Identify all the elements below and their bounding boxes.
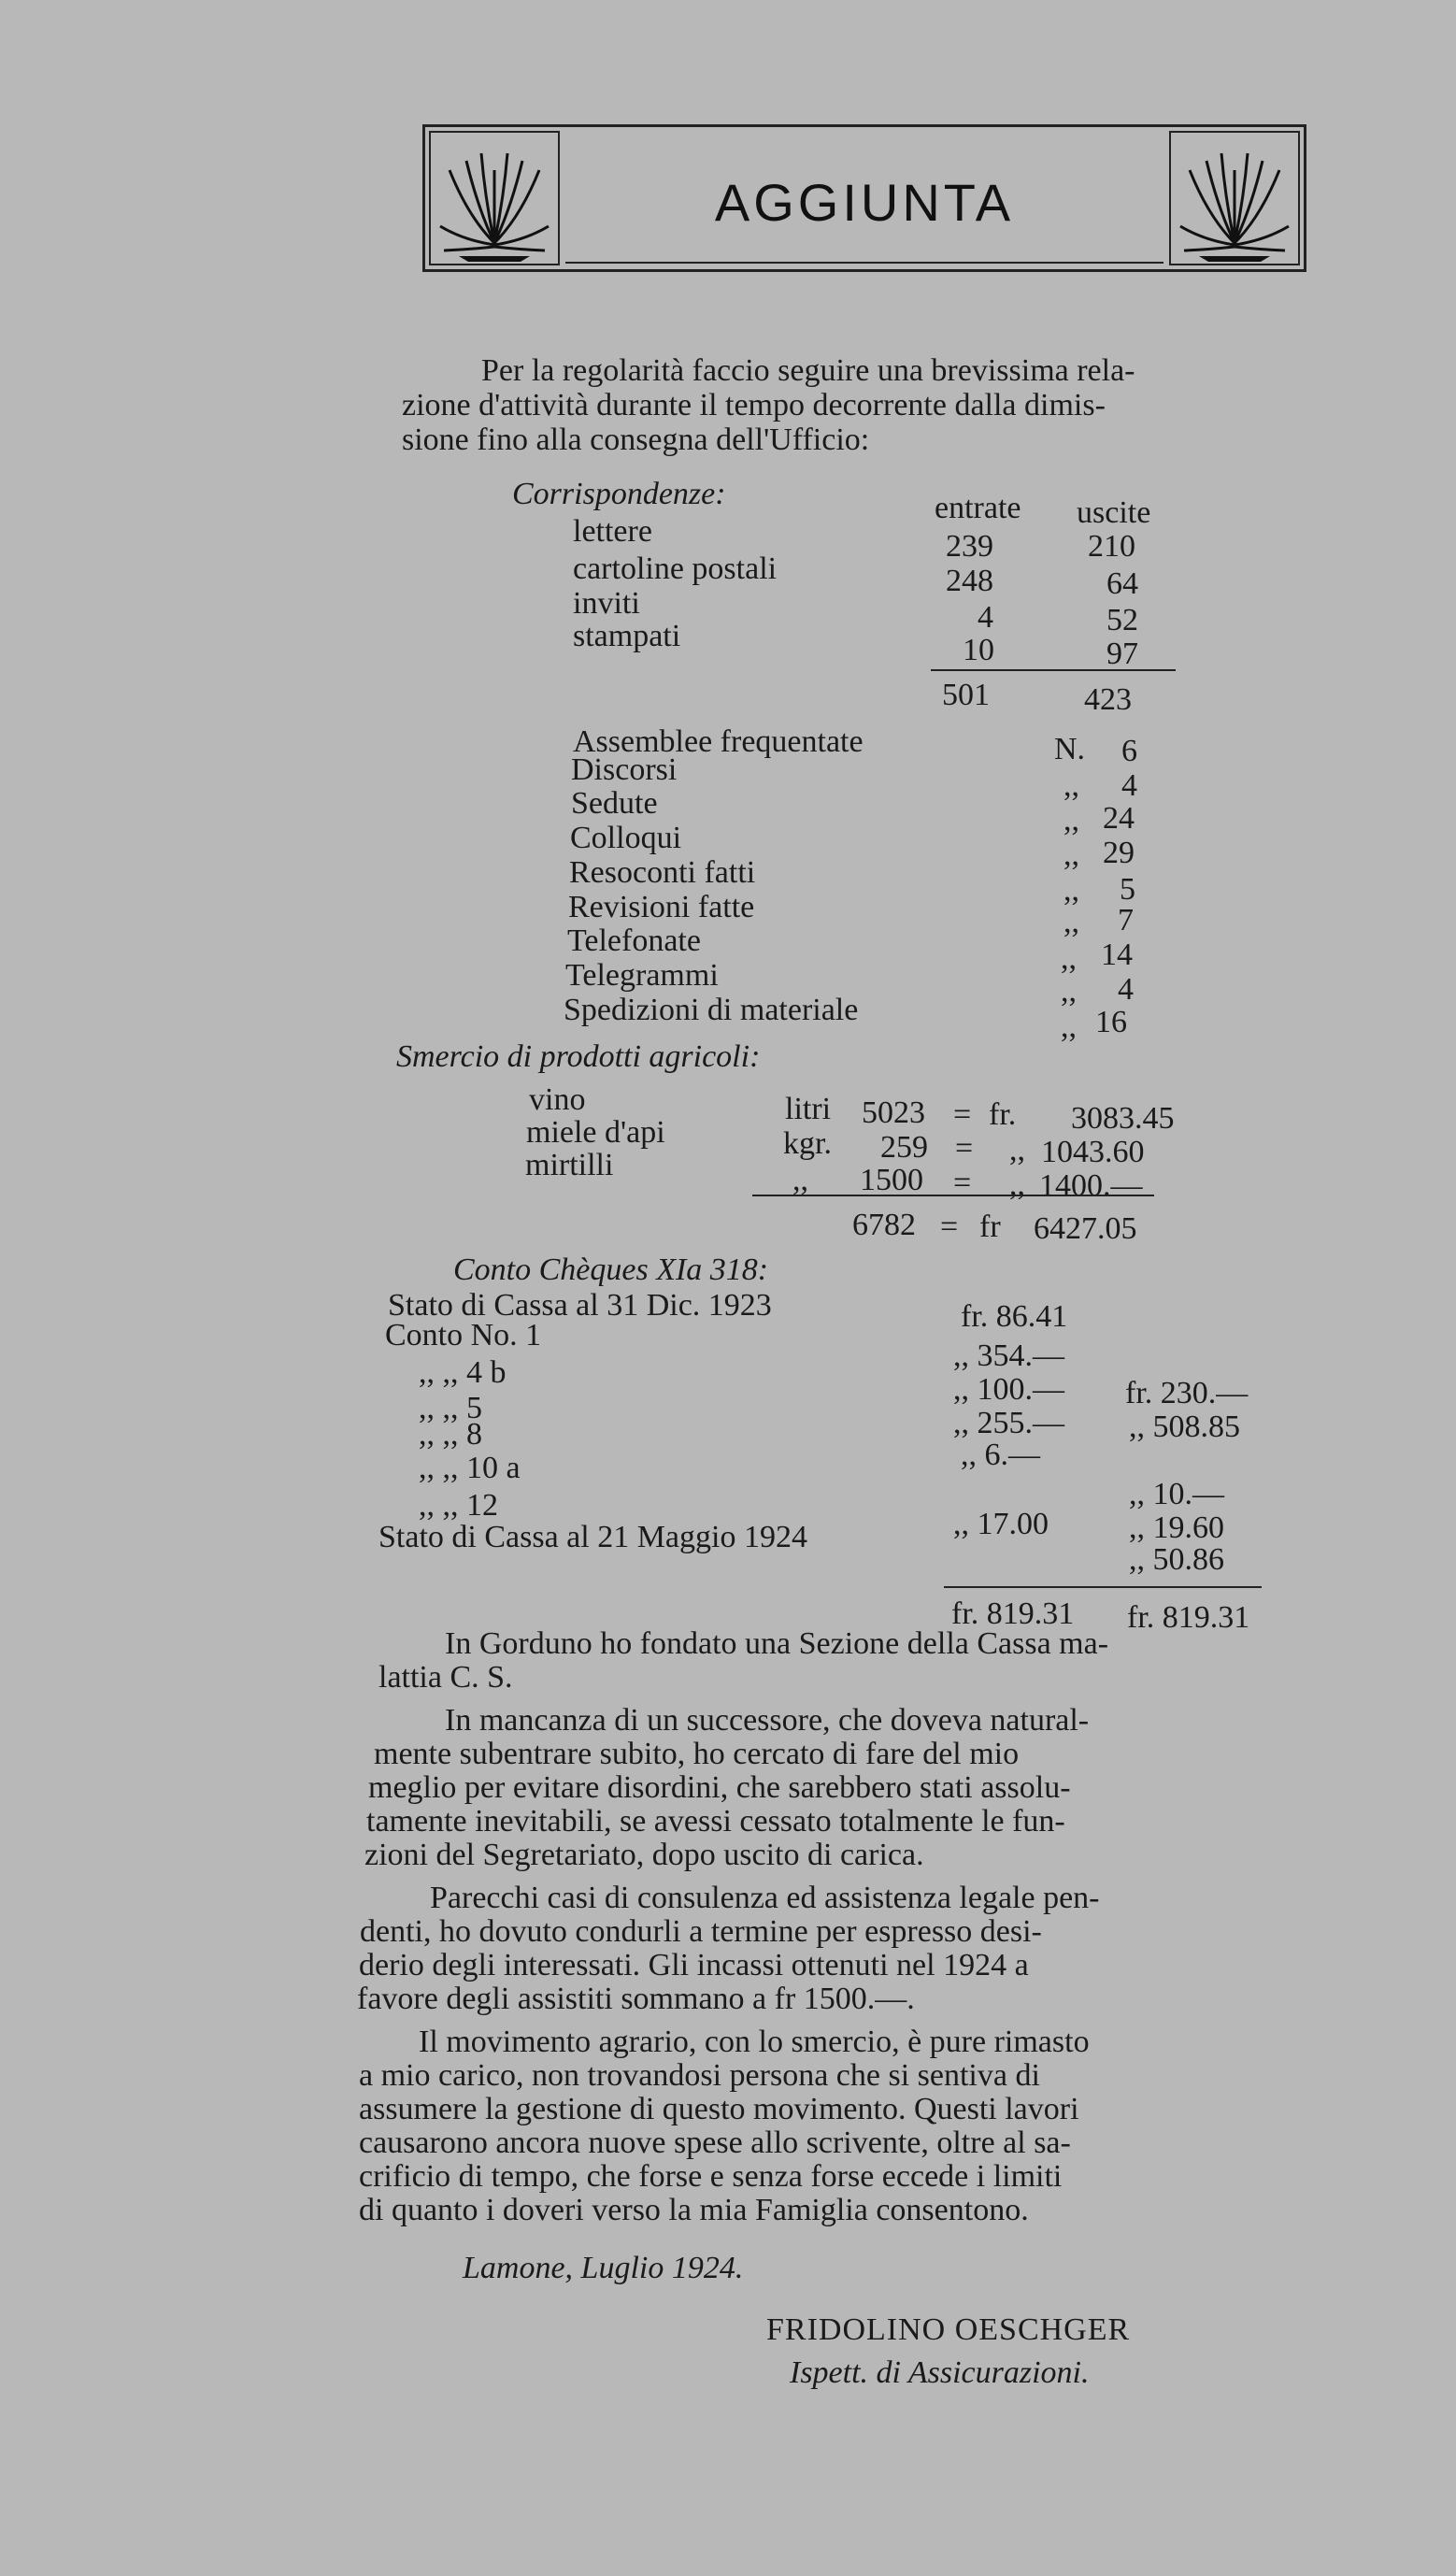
paragraph-line: zioni del Segretariato, dopo uscito di carica. xyxy=(364,1838,924,1872)
activity-label: Sedute xyxy=(571,786,658,821)
intro-line: zione d'attività durante il tempo decorrente dalla dimis- xyxy=(402,388,1106,422)
row-unit: ,, xyxy=(792,1163,808,1197)
row-amount: 3083.45 xyxy=(1071,1101,1175,1136)
row-value: 52 xyxy=(1106,603,1138,637)
row-qty: 1500 xyxy=(860,1163,923,1197)
activity-prefix: ,, xyxy=(1061,1009,1077,1044)
signature-title: Ispett. di Assicurazioni. xyxy=(790,2355,1090,2390)
intro-line: sione fino alla consegna dell'Ufficio: xyxy=(402,422,870,457)
row-label: cartoline postali xyxy=(573,551,778,586)
row-value: 210 xyxy=(1088,529,1135,564)
activity-label: Revisioni fatte xyxy=(568,890,755,924)
activity-label: Resoconti fatti xyxy=(569,855,756,890)
row-amount: 1400.— xyxy=(1039,1168,1143,1203)
activity-label: Discorsi xyxy=(571,752,678,787)
activity-prefix: ,, xyxy=(1063,837,1079,872)
row-label: ,, ,, 5 xyxy=(419,1391,482,1425)
row-label: ,, ,, 8 xyxy=(419,1417,482,1452)
row-value-b: ,, 10.— xyxy=(1129,1477,1224,1511)
row-eq: = xyxy=(955,1131,974,1166)
row-value-a: ,, 17.00 xyxy=(953,1507,1049,1541)
row-cur: fr. xyxy=(989,1097,1017,1132)
paragraph-line: derio degli interessati. Gli incassi ottenuti nel 1924 a xyxy=(359,1948,1029,1982)
row-value: 97 xyxy=(1106,637,1138,671)
row-label: vino xyxy=(529,1082,586,1117)
activity-prefix: ,, xyxy=(1061,974,1077,1009)
activity-value: 24 xyxy=(1103,801,1135,836)
row-label: ,, ,, 10 a xyxy=(419,1451,521,1485)
paragraph-line: lattia C. S. xyxy=(378,1660,513,1695)
place-date: Lamone, Luglio 1924. xyxy=(463,2251,744,2285)
row-value: 248 xyxy=(946,564,993,598)
row-label: stampati xyxy=(573,619,681,653)
row-label: ,, ,, 12 xyxy=(419,1488,498,1523)
row-value: 10 xyxy=(963,633,994,667)
sum-rule xyxy=(944,1586,1262,1588)
activity-prefix: ,, xyxy=(1063,803,1079,837)
row-eq: = xyxy=(953,1097,972,1132)
row-cur: ,, xyxy=(1009,1133,1025,1167)
total-eq: = xyxy=(940,1209,959,1244)
paragraph-line: denti, ho dovuto condurli a termine per espresso desi- xyxy=(360,1914,1042,1949)
activity-label: Spedizioni di materiale xyxy=(564,993,859,1027)
activity-value: 5 xyxy=(1120,872,1135,907)
intro-line: Per la regolarità faccio seguire una brevissima rela- xyxy=(481,353,1135,388)
row-value-a: ,, 6.— xyxy=(961,1438,1040,1472)
paragraph-line: di quanto i doveri verso la mia Famiglia consentono. xyxy=(359,2193,1029,2227)
activity-value: 4 xyxy=(1118,972,1134,1007)
row-qty: 5023 xyxy=(862,1095,925,1130)
header-box xyxy=(422,124,1306,272)
row-amount: 1043.60 xyxy=(1041,1135,1145,1169)
total-value: 423 xyxy=(1084,682,1132,717)
row-value-b: ,, 50.86 xyxy=(1129,1542,1224,1577)
row-label: Conto No. 1 xyxy=(385,1318,542,1352)
row-label: inviti xyxy=(573,586,640,621)
row-value-a: fr. 86.41 xyxy=(961,1299,1068,1334)
activity-value: 4 xyxy=(1121,768,1137,803)
activity-label: Telefonate xyxy=(567,923,701,958)
row-value-a: ,, 354.— xyxy=(953,1338,1064,1373)
total-value-b: fr. 819.31 xyxy=(1127,1600,1250,1635)
activity-prefix: ,, xyxy=(1063,905,1079,939)
row-value: 64 xyxy=(1106,566,1138,601)
row-label: ,, ,, 4 b xyxy=(419,1355,507,1390)
paragraph-line: meglio per evitare disordini, che sarebbero stati assolu- xyxy=(368,1770,1071,1805)
total-value-a: fr. 819.31 xyxy=(951,1596,1075,1631)
paragraph-line: In Gorduno ho fondato una Sezione della Cassa ma- xyxy=(445,1626,1109,1661)
row-value-b: fr. 230.— xyxy=(1125,1376,1249,1410)
activity-value: 16 xyxy=(1095,1005,1127,1039)
paragraph-line: In mancanza di un successore, che doveva natural- xyxy=(445,1703,1090,1738)
signature-name: FRIDOLINO OESCHGER xyxy=(766,2312,1131,2347)
header-rule xyxy=(565,262,1163,264)
paragraph-line: assumere la gestione di questo movimento. Questi lavori xyxy=(359,2092,1079,2126)
row-qty: 259 xyxy=(880,1130,928,1165)
paragraph-line: tamente inevitabili, se avessi cessato totalmente le fun- xyxy=(366,1804,1065,1839)
paragraph-line: causarono ancora nuove spese allo scrivente, oltre al sa- xyxy=(359,2125,1071,2160)
activity-label: Telegrammi xyxy=(565,958,719,993)
section-title: Conto Chèques XIa 318: xyxy=(453,1252,769,1287)
plant-ornament-icon xyxy=(429,131,560,265)
row-value-b: ,, 19.60 xyxy=(1129,1510,1224,1545)
paragraph-line: mente subentrare subito, ho cercato di fare del mio xyxy=(374,1737,1020,1771)
row-eq: = xyxy=(953,1166,972,1200)
total-cur: fr xyxy=(979,1209,1001,1244)
activity-prefix: ,, xyxy=(1063,768,1079,803)
row-value-a: ,, 255.— xyxy=(953,1406,1064,1440)
paragraph-line: Il movimento agrario, con lo smercio, è pure rimasto xyxy=(419,2025,1090,2059)
row-label: Stato di Cassa al 21 Maggio 1924 xyxy=(378,1520,807,1554)
column-header: entrate xyxy=(935,491,1021,525)
row-label: miele d'api xyxy=(526,1115,665,1150)
sum-rule xyxy=(752,1195,1154,1196)
plant-ornament-icon xyxy=(1169,131,1300,265)
section-title: Corrispondenze: xyxy=(512,477,726,511)
activity-value: 7 xyxy=(1118,903,1134,937)
total-value: 501 xyxy=(942,678,990,712)
activity-label: Assemblee frequentate xyxy=(573,724,864,759)
activity-prefix: ,, xyxy=(1061,941,1077,976)
row-value: 4 xyxy=(978,600,993,635)
page-title: AGGIUNTA xyxy=(714,173,1015,232)
section-title: Smercio di prodotti agricoli: xyxy=(396,1039,761,1074)
activity-value: 6 xyxy=(1121,734,1137,768)
row-label: mirtilli xyxy=(525,1148,614,1182)
column-header: uscite xyxy=(1077,495,1151,530)
activity-prefix: ,, xyxy=(1063,873,1079,908)
row-value: 239 xyxy=(946,529,993,564)
row-label: lettere xyxy=(573,514,652,549)
activity-value: 29 xyxy=(1103,836,1135,870)
row-value-b: ,, 508.85 xyxy=(1129,1410,1240,1444)
row-cur: ,, xyxy=(1009,1167,1025,1202)
paragraph-line: a mio carico, non trovandosi persona che si sentiva di xyxy=(359,2058,1040,2093)
row-unit: kgr. xyxy=(783,1126,832,1161)
total-qty: 6782 xyxy=(852,1208,916,1242)
activity-label: Colloqui xyxy=(570,821,682,855)
paragraph-line: favore degli assistiti sommano a fr 1500.—. xyxy=(357,1982,915,2016)
row-value-a: ,, 100.— xyxy=(953,1372,1064,1407)
paragraph-line: Parecchi casi di consulenza ed assistenza legale pen- xyxy=(430,1881,1100,1915)
activity-value: 14 xyxy=(1101,937,1133,972)
activity-prefix: N. xyxy=(1054,732,1086,766)
row-label: Stato di Cassa al 31 Dic. 1923 xyxy=(388,1288,772,1323)
paragraph-line: crificio di tempo, che forse e senza forse eccede i limiti xyxy=(359,2159,1063,2194)
total-amount: 6427.05 xyxy=(1034,1211,1137,1246)
sum-rule xyxy=(931,669,1176,671)
row-unit: litri xyxy=(785,1092,832,1126)
